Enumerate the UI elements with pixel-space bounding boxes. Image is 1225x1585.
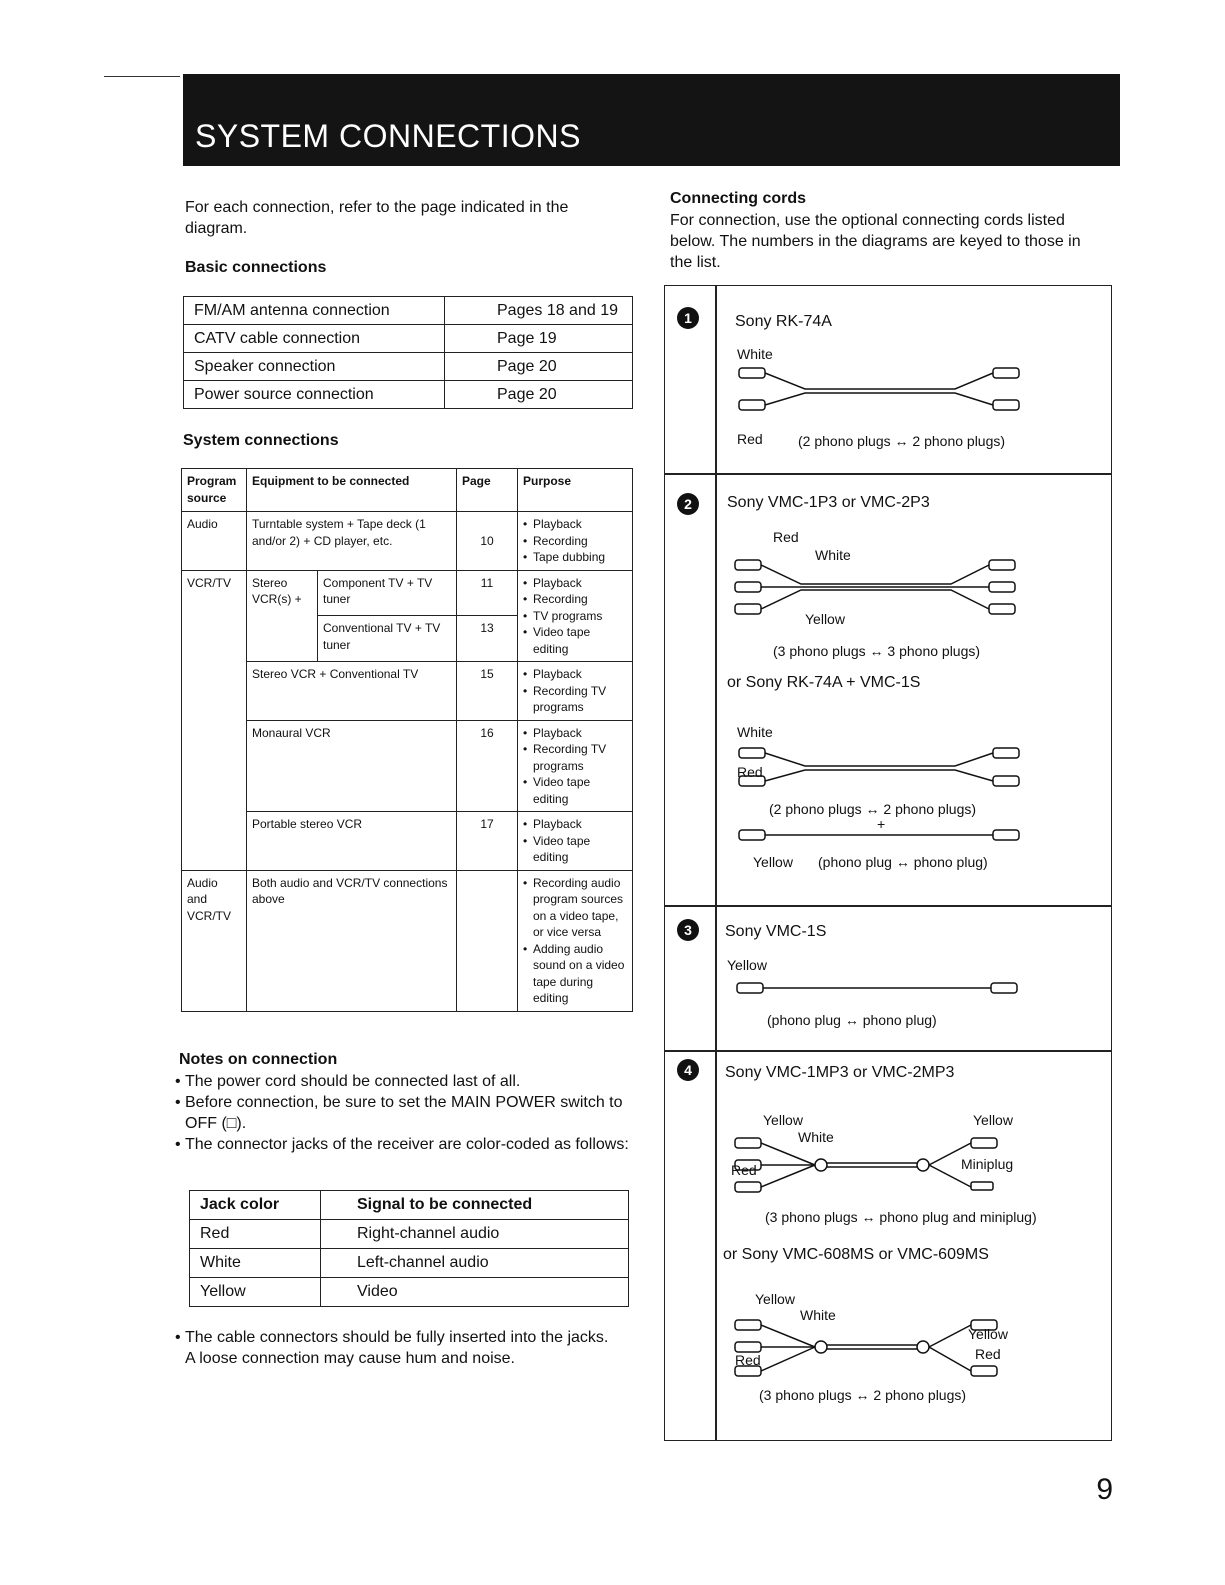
cell: Power source connection — [184, 381, 445, 409]
cell — [518, 512, 633, 571]
cell — [518, 812, 633, 871]
cell: Video — [321, 1278, 629, 1307]
cell — [518, 570, 633, 662]
cord-4-white-label: White — [798, 1129, 834, 1145]
list-item: • TV programs — [523, 608, 627, 625]
notes-list — [175, 1071, 635, 1155]
cell — [457, 870, 518, 1011]
cell: Right-channel audio — [321, 1220, 629, 1249]
cell — [247, 570, 318, 662]
cords-heading: Connecting cords — [670, 190, 807, 207]
list-item: • Playback — [523, 666, 627, 683]
cord-number-4: 4 — [677, 1059, 699, 1081]
system-table — [181, 468, 633, 1012]
list-item: • Tape dubbing — [523, 549, 627, 566]
cell: White — [190, 1249, 321, 1278]
cord-1-note: (2 phono plugs ↔ 2 phono plugs) — [798, 433, 1006, 449]
cord-4-alt-white-label: White — [800, 1307, 836, 1323]
list-item: • The connector jacks of the receiver are color-coded as follows: — [175, 1134, 635, 1155]
table-row — [182, 812, 633, 871]
cell: Page 20 — [445, 353, 633, 381]
cell: 17 — [457, 812, 518, 871]
table-header-row — [190, 1191, 629, 1220]
cell — [518, 662, 633, 721]
cell: FM/AM antenna connection — [184, 297, 445, 325]
cord-4-alt-red-label: Red — [735, 1352, 761, 1368]
cord-2-alt-yellow-label: Yellow — [753, 854, 793, 870]
cell: Pages 18 and 19 — [445, 297, 633, 325]
cell: Audio and VCR/TV — [182, 870, 247, 1011]
jack-color-table — [189, 1190, 629, 1307]
cord-number-1: 1 — [677, 307, 699, 329]
table-row — [182, 570, 633, 616]
table-row — [182, 720, 633, 812]
table-row — [190, 1220, 629, 1249]
cord-4-name: Sony VMC-1MP3 or VMC-2MP3 — [725, 1064, 955, 1081]
cord-4-alt-red-right-label: Red — [975, 1346, 1001, 1362]
cell: Conventional TV + TV tuner — [318, 616, 457, 662]
cord-4-alt-yellow-label: Yellow — [755, 1291, 795, 1307]
page-title: SYSTEM CONNECTIONS — [195, 118, 581, 154]
cord-2-red-label: Red — [773, 529, 799, 545]
cell: Audio — [182, 512, 247, 571]
list-item: • Adding audio sound on a video tape during editing — [523, 941, 627, 1007]
list-item: • Recording TV programs — [523, 683, 627, 716]
cord-3-note: (phono plug ↔ phono plug) — [767, 1012, 937, 1028]
page-number: 9 — [1096, 1473, 1113, 1506]
list-item: • Recording — [523, 533, 627, 550]
cell: Page 20 — [445, 381, 633, 409]
list-item: • The cable connectors should be fully inserted into the jacks. A loose connection may cause hum and noise. — [175, 1327, 615, 1369]
cord-4-yellow-right-label: Yellow — [973, 1112, 1013, 1128]
cord-4-alt-note: (3 phono plugs ↔ 2 phono plugs) — [759, 1387, 967, 1403]
cell: 11 — [457, 570, 518, 616]
notes-heading: Notes on connection — [179, 1051, 338, 1068]
table-row — [182, 870, 633, 1011]
header-purpose: Purpose — [518, 469, 633, 512]
header-equipment: Equipment to be connected — [247, 469, 457, 512]
cell: Red — [190, 1220, 321, 1249]
table-row — [184, 325, 633, 353]
cord-3-yellow-label: Yellow — [727, 957, 767, 973]
table-row — [184, 297, 633, 325]
header-signal: Signal to be connected — [321, 1191, 629, 1220]
system-heading: System connections — [183, 432, 339, 449]
cord-4-alt-yellow-right-label: Yellow — [968, 1326, 1008, 1342]
list-item: • Playback — [523, 516, 627, 533]
cell: Stereo VCR + Conventional TV — [247, 662, 457, 721]
basic-table — [183, 296, 633, 409]
list-item: • Before connection, be sure to set the MAIN POWER switch to OFF (□). — [175, 1092, 635, 1134]
column-divider — [715, 286, 717, 1440]
cell: Left-channel audio — [321, 1249, 629, 1278]
header-page: Page — [457, 469, 518, 512]
cell: Turntable system + Tape deck (1 and/or 2) + CD player, etc. — [247, 512, 457, 571]
list-item: • Playback — [523, 725, 627, 742]
cell: 16 — [457, 720, 518, 812]
list-item: • Playback — [523, 575, 627, 592]
cell: Both audio and VCR/TV connections above — [247, 870, 457, 1011]
cord-4-yellow-left-label: Yellow — [763, 1112, 803, 1128]
basic-heading: Basic connections — [185, 259, 327, 276]
cord-2-alt-single-diagram — [735, 826, 1025, 846]
cord-2-alt-diagram — [735, 744, 1025, 794]
cell: Component TV + TV tuner — [318, 570, 457, 616]
cord-2-alt-white-label: White — [737, 724, 773, 740]
cell: 15 — [457, 662, 518, 721]
cord-1-red-label: Red — [737, 431, 763, 447]
cell: CATV cable connection — [184, 325, 445, 353]
top-rule — [104, 76, 180, 77]
cord-2-alt-note-2: (phono plug ↔ phono plug) — [818, 854, 988, 870]
cord-2-alt-red-label: Red — [737, 764, 763, 780]
cords-box — [664, 285, 1112, 1441]
cord-number-2: 2 — [677, 493, 699, 515]
list-item: • Recording audio program sources on a video tape, or vice versa — [523, 875, 627, 941]
cell: 13 — [457, 616, 518, 662]
row-divider — [665, 1050, 1111, 1052]
cord-3-name: Sony VMC-1S — [725, 923, 827, 940]
cord-1-white-label: White — [737, 346, 773, 362]
list-item: • Recording — [523, 591, 627, 608]
cord-3-diagram — [733, 979, 1023, 999]
table-row — [184, 353, 633, 381]
list-item: • Recording TV programs — [523, 741, 627, 774]
cord-4-miniplug-label: Miniplug — [961, 1156, 1014, 1172]
table-header-row — [182, 469, 633, 512]
table-row — [184, 381, 633, 409]
cord-4-red-label: Red — [731, 1162, 757, 1178]
cord-2-note: (3 phono plugs ↔ 3 phono plugs) — [773, 643, 981, 659]
cord-1-name: Sony RK-74A — [735, 313, 832, 330]
plus-sign: + — [877, 816, 886, 832]
intro-text: For each connection, refer to the page indicated in the diagram. — [185, 199, 569, 237]
cord-2-yellow-label: Yellow — [805, 611, 845, 627]
final-note — [175, 1327, 615, 1369]
table-row — [182, 662, 633, 721]
row-divider — [665, 905, 1111, 907]
cell: Speaker connection — [184, 353, 445, 381]
table-row — [190, 1278, 629, 1307]
cell: VCR/TV — [182, 570, 247, 870]
cord-2-name: Sony VMC-1P3 or VMC-2P3 — [727, 494, 930, 511]
cell: Yellow — [190, 1278, 321, 1307]
list-item: • Video tape editing — [523, 774, 627, 807]
cord-2-alternative: or Sony RK-74A + VMC-1S — [727, 674, 921, 691]
row-divider — [665, 473, 1111, 475]
cord-2-white-label: White — [815, 547, 851, 563]
header-source: Program source — [182, 469, 247, 512]
table-row — [182, 512, 633, 571]
list-item: • The power cord should be connected last of all. — [175, 1071, 635, 1092]
header-jack-color: Jack color — [190, 1191, 321, 1220]
list-item: • Playback — [523, 816, 627, 833]
cord-1-diagram — [735, 364, 1025, 424]
cord-number-3: 3 — [677, 919, 699, 941]
cell: Monaural VCR — [247, 720, 457, 812]
list-item: • Video tape editing — [523, 833, 627, 866]
stereo-vcr-label: Stereo VCR(s) — [252, 575, 292, 606]
cords-intro: For connection, use the optional connecting cords listed below. The numbers in the diagrams are keyed to those in the list. — [670, 212, 1081, 271]
cord-2-diagram — [731, 556, 1021, 626]
cell: Portable stereo VCR — [247, 812, 457, 871]
cord-4-alternative: or Sony VMC-608MS or VMC-609MS — [723, 1246, 989, 1263]
cell: Page 19 — [445, 325, 633, 353]
list-item: • Video tape editing — [523, 624, 627, 657]
cell: 10 — [457, 512, 518, 571]
cell — [518, 870, 633, 1011]
cord-2-alt-note: (2 phono plugs ↔ 2 phono plugs) — [769, 801, 977, 817]
cell — [518, 720, 633, 812]
cord-4-note: (3 phono plugs ↔ phono plug and miniplug) — [765, 1209, 1037, 1225]
plus-sign: + — [294, 592, 302, 606]
table-row — [190, 1249, 629, 1278]
